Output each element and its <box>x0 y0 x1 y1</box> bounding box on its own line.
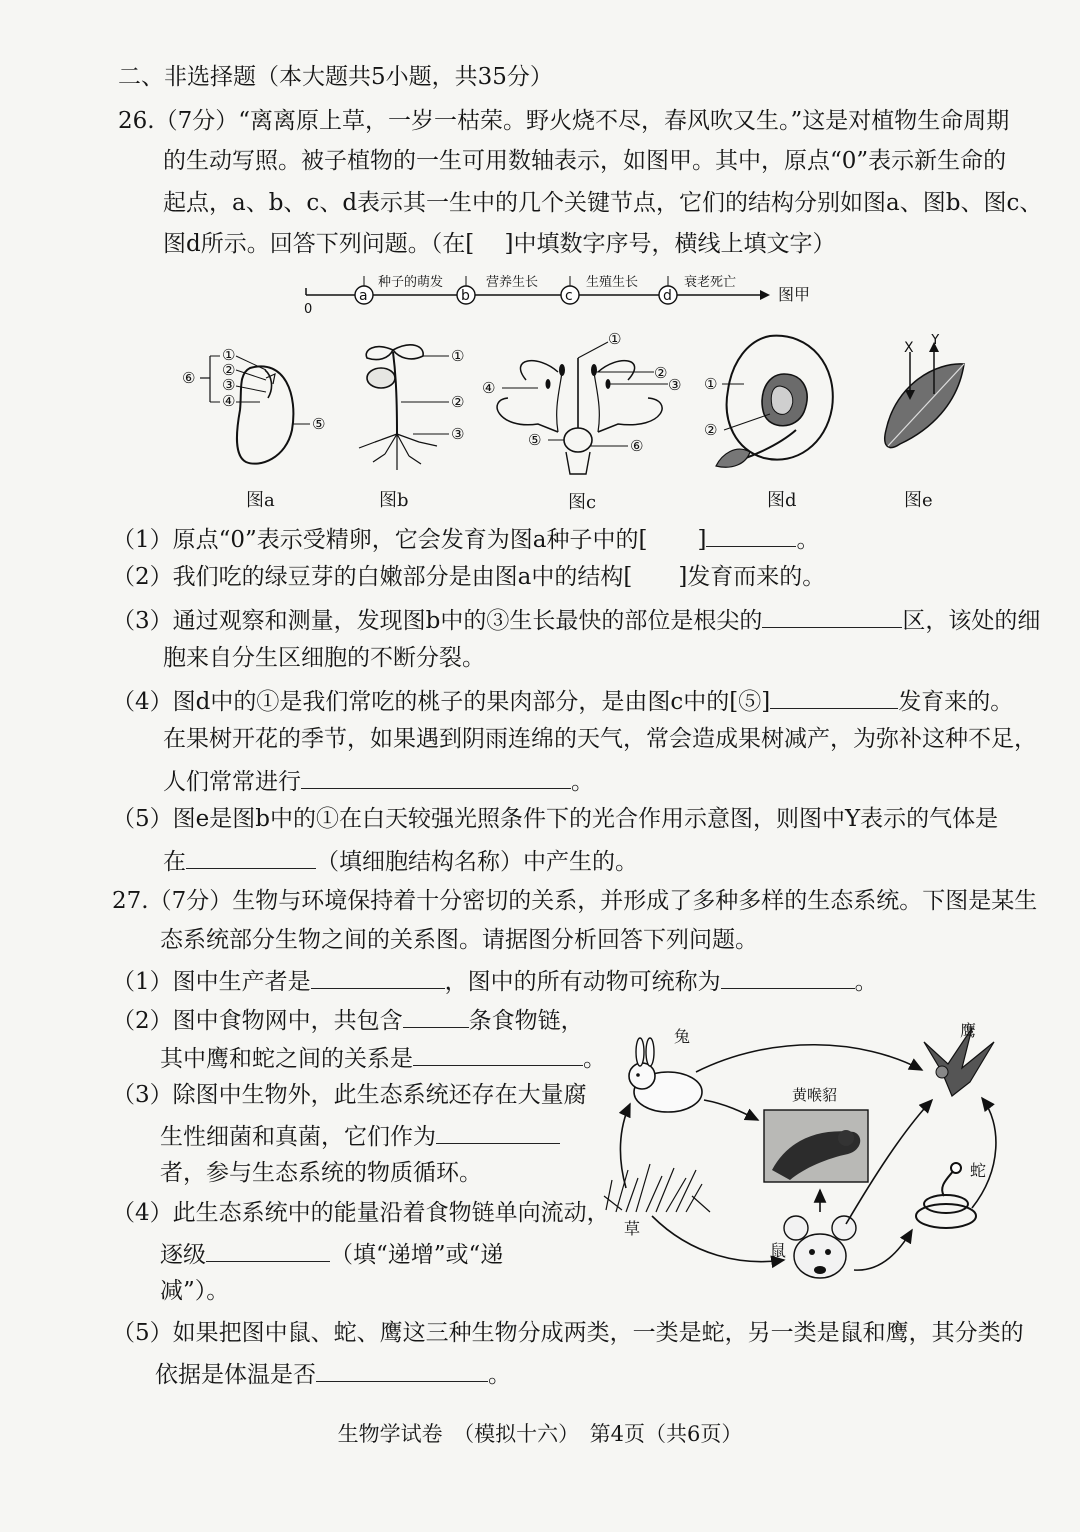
svg-text:X: X <box>904 340 914 356</box>
svg-text:①: ① <box>704 375 718 393</box>
svg-text:②: ② <box>222 361 236 379</box>
svg-text:b: b <box>461 288 470 304</box>
q26-p5-blank[interactable] <box>186 844 316 869</box>
q26-p3-cont: 胞来自分生区细胞的不断分裂。 <box>163 645 485 671</box>
caption-fig-e: 图e <box>904 490 933 511</box>
figure-e-leaf <box>878 334 978 464</box>
svg-text:蛇: 蛇 <box>970 1161 987 1180</box>
q26-p4-blank-1[interactable] <box>770 684 898 709</box>
svg-text:⑤: ⑤ <box>528 431 542 449</box>
svg-text:④: ④ <box>482 379 496 397</box>
svg-text:a: a <box>359 288 368 304</box>
q26-stem-line-1: 26.（7分）“离离原上草，一岁一枯荣。野火烧不尽，春风吹又生。”这是对植物生命周期 <box>118 108 1010 134</box>
q27-p5-blank[interactable] <box>316 1357 488 1382</box>
svg-text:c: c <box>565 288 573 304</box>
q26-p5: （5）图e是图b中的①在白天较强光照条件下的光合作用示意图，则图中Y表示的气体是 <box>112 806 999 832</box>
q26-p1-blank[interactable] <box>706 522 796 547</box>
timeline-stage-4: 衰老死亡 <box>684 275 737 290</box>
timeline-stage-3: 生殖生长 <box>586 275 639 290</box>
svg-text:①: ① <box>451 347 465 365</box>
food-web-diagram <box>592 1020 1012 1300</box>
figure-c-flower <box>478 328 688 478</box>
q27-p4: （4）此生态系统中的能量沿着食物链单向流动， <box>112 1200 610 1226</box>
svg-text:Y: Y <box>931 334 940 348</box>
svg-text:②: ② <box>654 364 668 382</box>
svg-text:兔: 兔 <box>674 1027 691 1046</box>
timeline-node-c <box>561 286 579 304</box>
q27-p5-cont: 依据是体温是否 。 <box>155 1357 511 1390</box>
timeline-origin: 0 <box>304 302 313 317</box>
q26-p4: （4）图d中的①是我们常吃的桃子的果肉部分，是由图c中的[⑤] 发育来的。 <box>112 684 1013 717</box>
q27-p4-cont: 逐级 （填“递增”或“递 <box>160 1237 503 1270</box>
q27-p5: （5）如果把图中鼠、蛇、鹰这三种生物分成两类，一类是蛇，另一类是鼠和鹰，其分类的 <box>112 1320 1024 1346</box>
q26-p2: （2）我们吃的绿豆芽的白嫩部分是由图a中的结构[ ]发育而来的。 <box>112 564 826 590</box>
svg-text:③: ③ <box>451 425 465 443</box>
q27-stem-line-1: 27.（7分）生物与环境保持着十分密切的关系，并形成了多种多样的生态系统。下图是某生 <box>112 888 1038 914</box>
figure-b-seedling <box>345 338 485 478</box>
svg-text:鼠: 鼠 <box>770 1241 787 1260</box>
figure-a-seed <box>180 340 340 480</box>
timeline-label: 图甲 <box>778 285 811 304</box>
q27-p3-cont-2: 者，参与生态系统的物质循环。 <box>160 1160 482 1186</box>
svg-text:d: d <box>663 288 672 304</box>
grass-illustration <box>604 1164 710 1212</box>
timeline-node-b <box>457 286 475 304</box>
q27-p3: （3）除图中生物外，此生态系统还存在大量腐 <box>112 1082 587 1108</box>
q26-p4-cont: 在果树开花的季节，如果遇到阴雨连绵的天气，常会造成果树减产，为弥补这种不足， <box>163 726 1037 752</box>
q26-p3: （3）通过观察和测量，发现图b中的③生长最快的部位是根尖的 区，该处的细 <box>112 603 1040 636</box>
timeline-node-a <box>355 286 373 304</box>
timeline-node-d <box>659 286 677 304</box>
q26-p5-cont: 在 （填细胞结构名称）中产生的。 <box>163 844 638 877</box>
caption-fig-b: 图b <box>379 490 409 511</box>
svg-text:③: ③ <box>668 376 682 394</box>
svg-text:③: ③ <box>222 376 236 394</box>
q27-p2-cont: 其中鹰和蛇之间的关系是 。 <box>160 1041 606 1074</box>
section-title: 二、非选择题（本大题共5小题，共35分） <box>118 64 553 90</box>
caption-fig-a: 图a <box>246 490 275 511</box>
timeline-figure <box>290 268 830 320</box>
q27-p4-blank[interactable] <box>206 1237 330 1262</box>
q26-stem-line-3: 起点，a、b、c、d表示其一生中的几个关键节点，它们的结构分别如图a、图b、图c、 <box>163 190 1043 216</box>
q27-p2-blank-1[interactable] <box>403 1003 469 1028</box>
svg-text:②: ② <box>451 393 465 411</box>
q26-p4-blank-2[interactable] <box>301 764 571 789</box>
page-footer: 生物学试卷 （模拟十六） 第4页（共6页） <box>337 1422 743 1446</box>
q27-p1: （1）图中生产者是 ，图中的所有动物可统称为 。 <box>112 964 878 997</box>
q27-p1-blank-2[interactable] <box>721 964 855 989</box>
svg-text:①: ① <box>222 346 236 364</box>
svg-text:鹰: 鹰 <box>960 1021 977 1040</box>
timeline-stage-1: 种子的萌发 <box>378 275 444 290</box>
q26-p3-blank[interactable] <box>762 603 902 628</box>
svg-text:草: 草 <box>624 1219 641 1238</box>
q27-p3-blank[interactable] <box>436 1119 560 1144</box>
q27-p2-blank-2[interactable] <box>413 1041 583 1066</box>
q26-p4-cont-2: 人们常常进行 。 <box>163 764 594 797</box>
q27-p1-blank-1[interactable] <box>311 964 445 989</box>
snake-illustration <box>916 1163 976 1228</box>
timeline-stage-2: 营养生长 <box>486 275 539 290</box>
q26-p1: （1）原点“0”表示受精卵，它会发育为图a种子中的[ ] 。 <box>112 522 819 555</box>
svg-text:⑥: ⑥ <box>630 437 644 455</box>
svg-text:①: ① <box>608 330 622 348</box>
caption-fig-c: 图c <box>568 492 597 513</box>
eagle-illustration <box>924 1028 994 1096</box>
svg-text:②: ② <box>704 421 718 439</box>
q27-p2: （2）图中食物网中，共包含 条食物链， <box>112 1003 584 1036</box>
caption-fig-d: 图d <box>767 490 797 511</box>
q26-stem-line-2: 的生动写照。被子植物的一生可用数轴表示，如图甲。其中，原点“0”表示新生命的 <box>163 148 1007 174</box>
q27-p3-cont: 生性细菌和真菌，它们作为 <box>160 1119 560 1152</box>
svg-text:黄喉貂: 黄喉貂 <box>792 1086 838 1104</box>
mouse-illustration <box>784 1216 856 1278</box>
svg-text:④: ④ <box>222 392 236 410</box>
q26-stem-line-4: 图d所示。回答下列问题。（在[ ]中填数字序号，横线上填文字） <box>163 231 836 257</box>
svg-text:⑥: ⑥ <box>182 369 196 387</box>
figure-d-peach <box>700 326 850 476</box>
rabbit-illustration <box>629 1038 702 1112</box>
q27-p4-cont-2: 减”）。 <box>160 1278 230 1304</box>
q27-stem-line-2: 态系统部分生物之间的关系图。请据图分析回答下列问题。 <box>160 927 758 953</box>
svg-text:⑤: ⑤ <box>312 415 326 433</box>
